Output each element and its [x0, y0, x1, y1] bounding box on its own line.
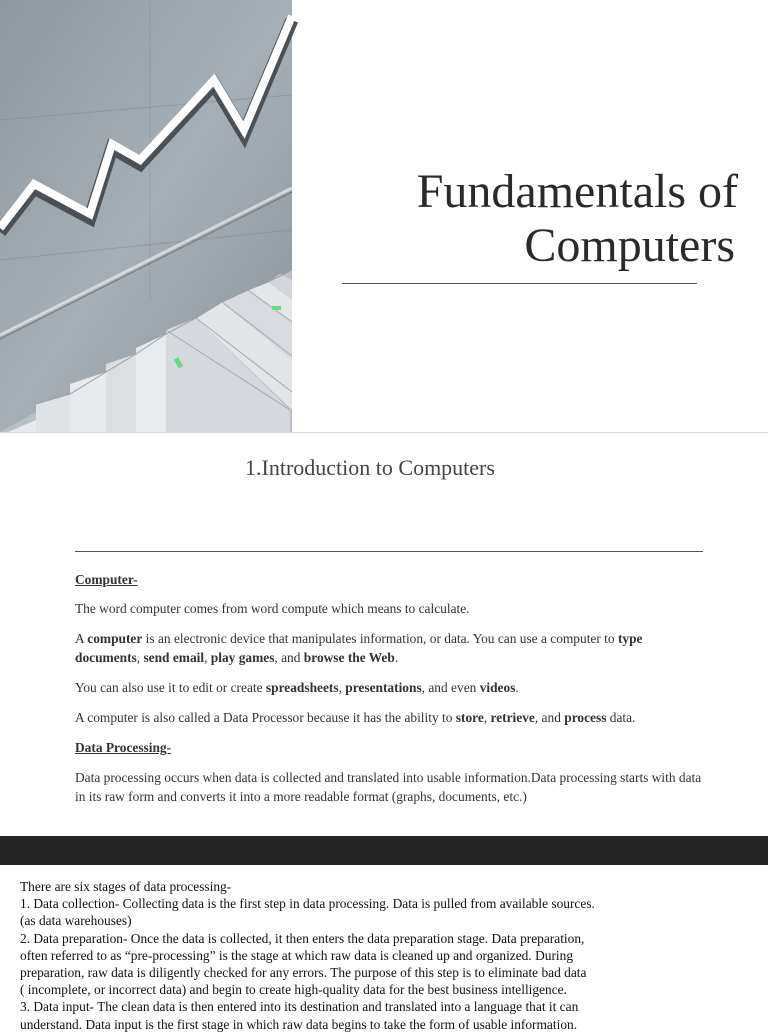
text-run: , and	[274, 650, 304, 665]
paragraph-3	[75, 678, 705, 697]
data-processing-heading: Data Processing-	[75, 740, 172, 755]
text-run: .	[394, 650, 399, 665]
title-line-2: Computers	[524, 219, 735, 272]
text-line: There are six stages of data processing-	[20, 879, 232, 894]
bold-term: spreadsheets	[265, 680, 339, 695]
bold-term: presentations	[345, 680, 422, 695]
text-run: .	[515, 680, 519, 695]
slide-heading: 1.Introduction to Computers	[245, 455, 495, 480]
text-line: often referred to as “pre-processing” is the stage at which raw data is cleaned up and organized. During	[20, 947, 574, 963]
bold-term: computer	[87, 631, 143, 646]
paragraph-1: The word computer comes from word compute which means to calculate.	[75, 601, 470, 616]
stages-slide	[0, 865, 768, 1032]
text-line: preparation, raw data is diligently checked for any errors. The purpose of this step is to eliminate bad data	[20, 965, 587, 981]
text-line: (as data warehouses)	[20, 913, 132, 929]
text-line: 2. Data preparation- Once the data is collected, it then enters the data preparation stage. Data preparation,	[20, 930, 585, 946]
paragraph-4	[75, 708, 705, 727]
computer-section-heading: Computer-	[75, 572, 138, 587]
bold-term: browse the Web	[303, 650, 395, 665]
text-run: data.	[606, 710, 636, 725]
slide-body	[75, 570, 705, 806]
bold-term: process	[564, 710, 607, 725]
heading-divider	[75, 551, 703, 552]
bold-term: videos	[479, 680, 516, 695]
title-slide	[0, 0, 768, 432]
text-line: 3. Data input- The clean data is then entered into its destination and translated into a language that it can	[20, 999, 579, 1015]
paragraph-2	[75, 629, 705, 667]
stages-text	[20, 878, 645, 1033]
text-run: A	[75, 631, 88, 646]
text-run: A computer is also called a Data Processor because it has the ability to	[75, 710, 456, 725]
slide-separator-band	[0, 836, 768, 865]
text-run: You can also use it to edit or create	[75, 680, 266, 695]
text-run: ,	[204, 650, 211, 665]
text-run: , and even	[421, 680, 480, 695]
intro-slide	[0, 433, 768, 836]
bold-term: store	[455, 710, 484, 725]
text-run: , and	[534, 710, 565, 725]
text-line: 1. Data collection- Collecting data is the first step in data processing. Data is pulled from available sources.	[20, 896, 595, 912]
text-line: ( incomplete, or incorrect data) and begin to create high-quality data for the best business intelligence.	[20, 982, 567, 998]
bold-term: type documents	[75, 631, 643, 665]
text-run: ,	[338, 680, 346, 695]
text-line: understand. Data input is the first stage in which raw data begins to take the form of usable information.	[20, 1016, 578, 1032]
bold-term: play games	[210, 650, 275, 665]
title-divider	[342, 283, 697, 284]
paragraph-5: Data processing occurs when data is collected and translated into usable information.Data processing starts with data in its raw form and converts it into a more readable format (graphs, documents, etc.)	[75, 770, 702, 804]
bold-term: send email	[143, 650, 205, 665]
stairs-growth-image	[0, 0, 292, 432]
bold-term: retrieve	[490, 710, 535, 725]
title-line-1: Fundamentals of	[416, 165, 738, 218]
text-run: is an electronic device that manipulates information, or data. You can use a computer to	[142, 631, 618, 646]
text-run: ,	[136, 650, 144, 665]
text-run: ,	[483, 710, 491, 725]
